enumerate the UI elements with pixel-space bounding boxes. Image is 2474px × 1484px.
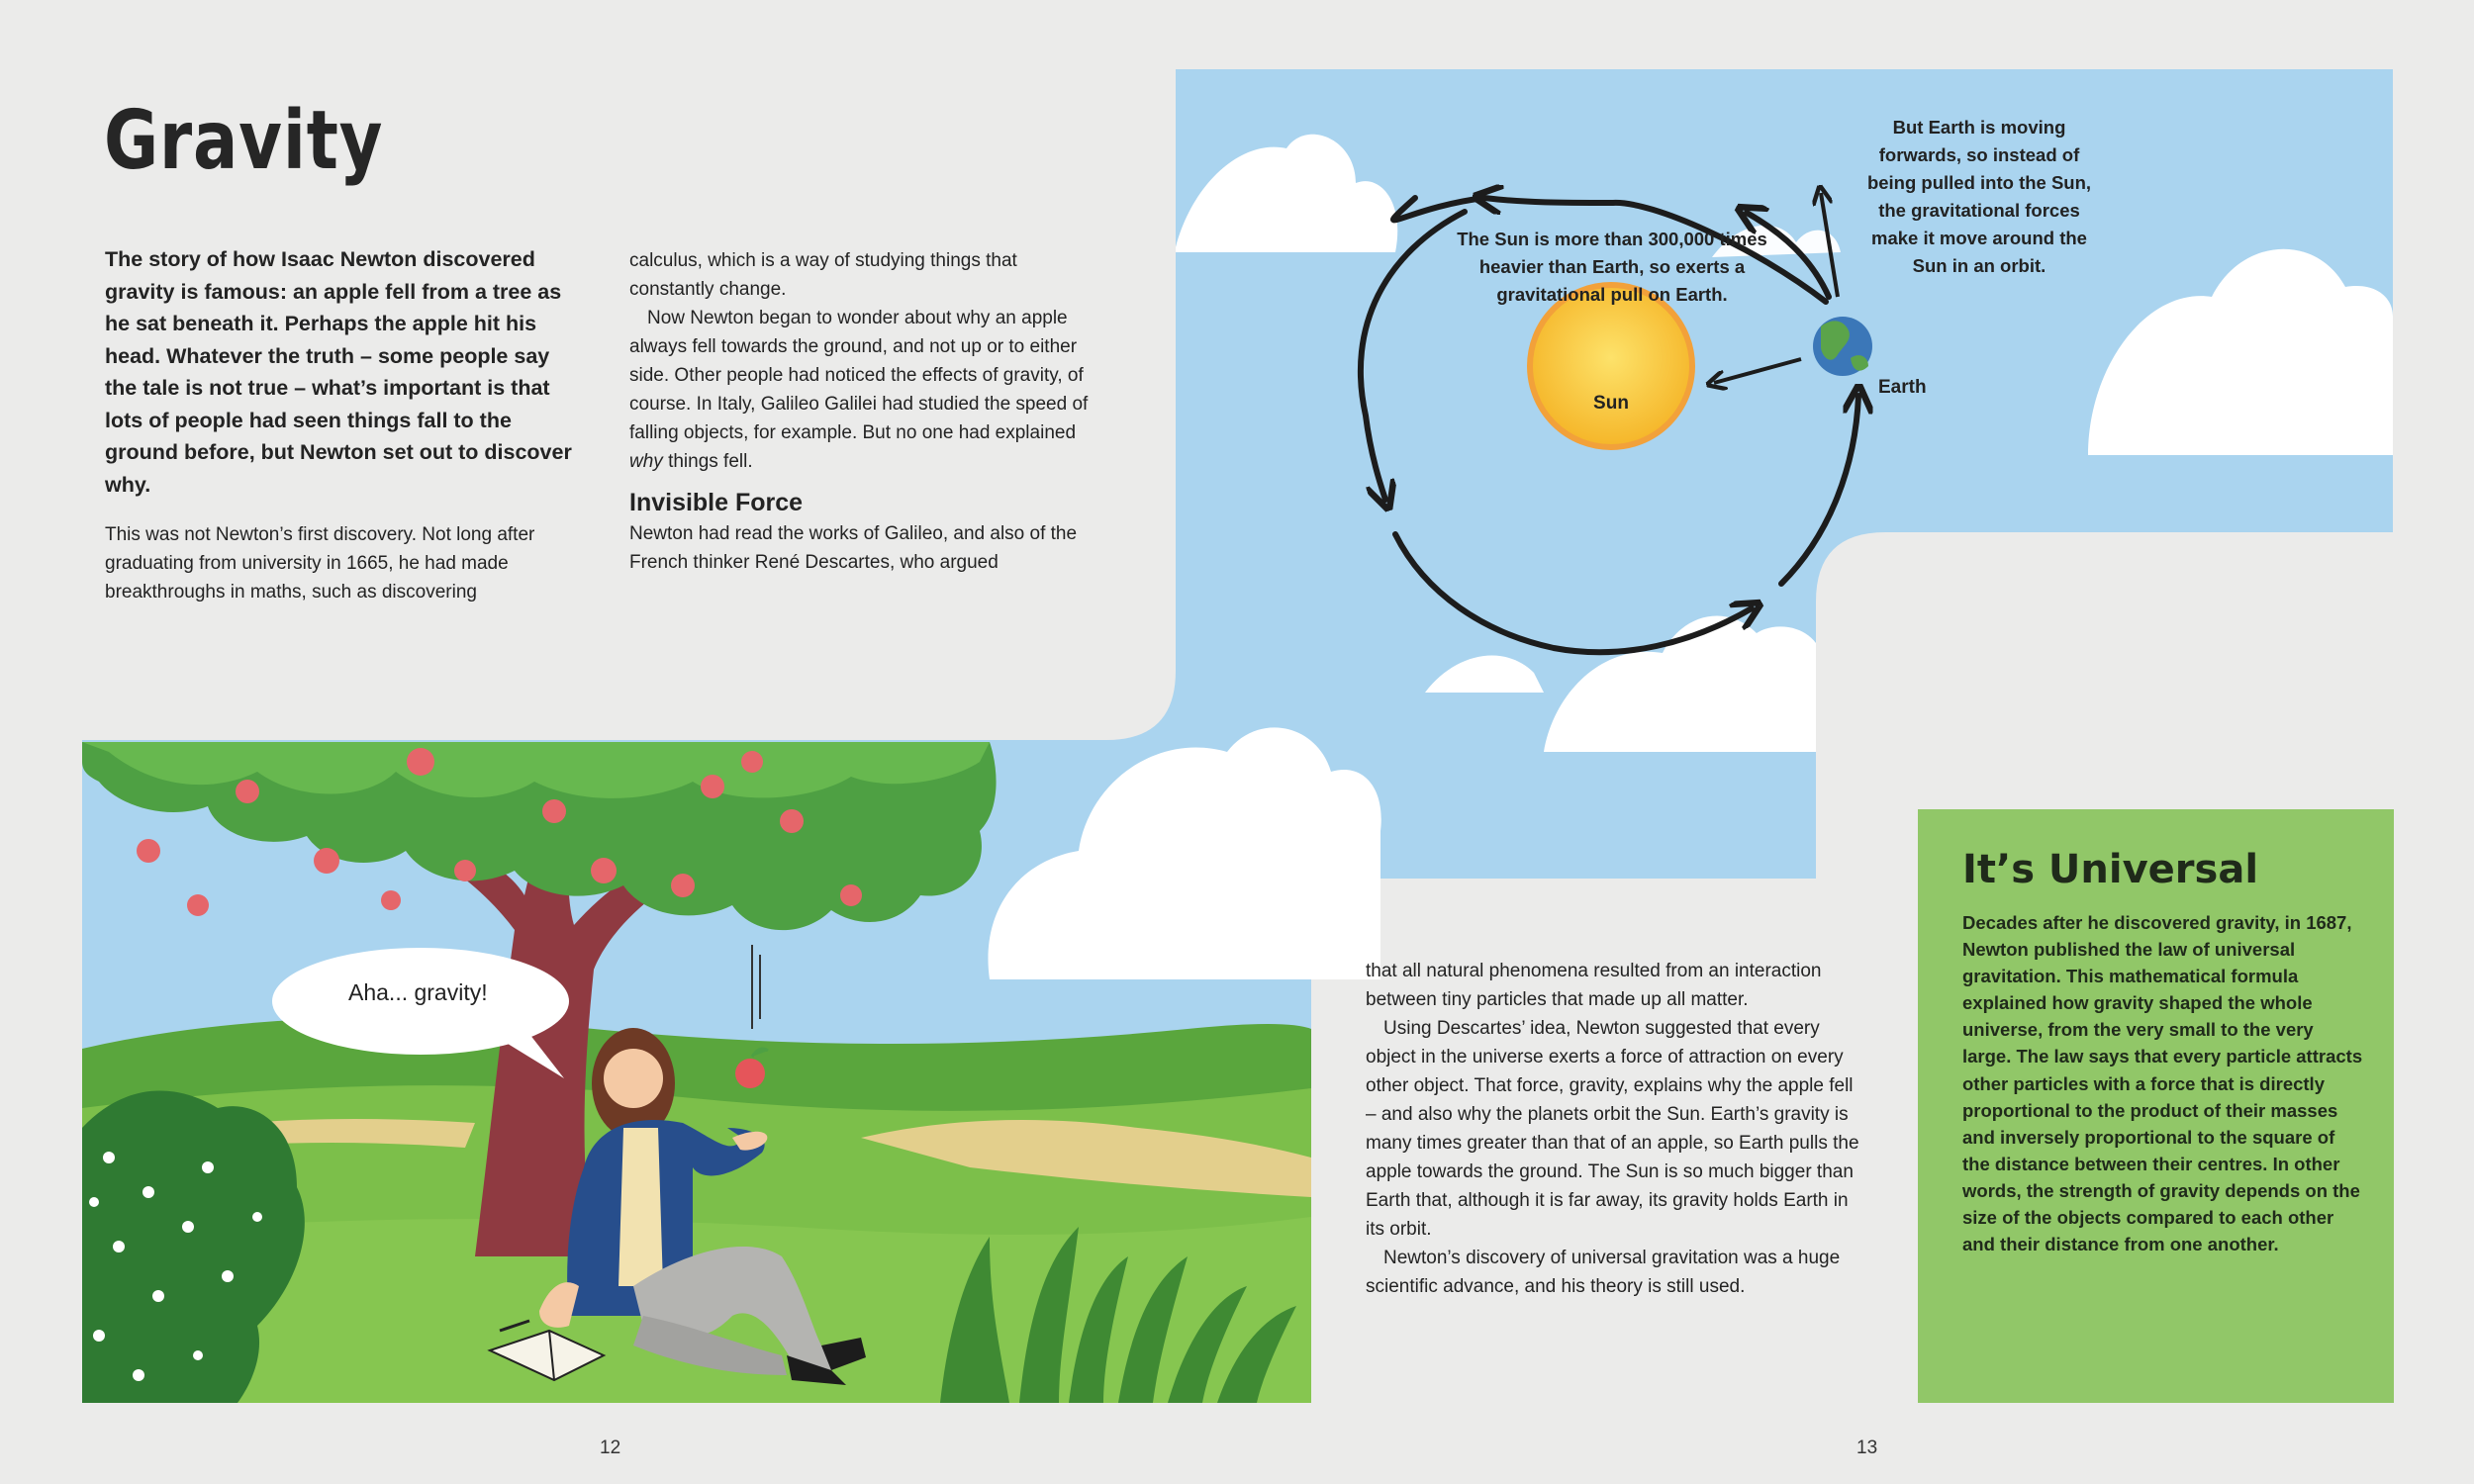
intro-paragraph: The story of how Isaac Newton discovered gravity is famous: an apple fell from a tree as he sat beneath it. Perhaps the apple hit his head. Whatever the truth – some people say the tale is not true – what’s important is that lots of people had seen things fall to the ground before, but Newton set out to discover why. — [105, 247, 572, 497]
first-discovery-paragraph: This was not Newton’s first discovery. Not long after graduating from university in 1665, he had made breakthroughs in maths, such as discovering — [105, 524, 535, 603]
its-universal-box — [1918, 809, 2394, 1403]
descartes-idea-paragraph: Using Descartes’ idea, Newton suggested that every object in the universe exerts a force of attraction on every other object. That force, gravity, explains why the apple fell – and also why the planets orbit the Sun. Earth’s gravity is many times greater than that of an apple, so Earth pulls the apple towards the ground. The Sun is so much bigger than Earth that, although it is far away, its gravity holds Earth in its orbit. — [1366, 1018, 1859, 1240]
page-number-left: 12 — [600, 1438, 621, 1458]
invisible-force-paragraph: Newton had read the works of Galileo, and also of the French thinker René Descartes, who argued — [629, 523, 1078, 573]
wonder-text: Now Newton began to wonder about why an apple always fell towards the ground, and not up or to either side. Other people had noticed the effects of gravity, of course. In Italy, Galileo Galilei had studied the speed of falling objects, for example. But no one had explained — [629, 308, 1089, 443]
universal-gravitation-paragraph: Newton’s discovery of universal gravitation was a huge scientific advance, and his theory is still used. — [1366, 1248, 1841, 1297]
its-universal-text: Decades after he discovered gravity, in 1687, Newton published the law of universal gravitation. This mathematical formula explained how gravity shaped the whole universe, from the very small to the very large. The law says that every particle attracts other particles with a force that is directly proportional to the product of their masses and inversely proportional to the square of the distance between their centres. In other words, the strength of gravity depends on the size of the objects compared to each other and their distance from one another. — [1962, 912, 2363, 1255]
calculus-paragraph: calculus, which is a way of studying things that constantly change. — [629, 250, 1017, 300]
why-emphasis: why — [629, 451, 663, 472]
earth-caption: But Earth is moving forwards, so instead of being pulled into the Sun, the gravitational forces make it move around the Sun in an orbit. — [1866, 117, 2092, 276]
earth-label: Earth — [1878, 377, 1927, 398]
middle-column — [629, 246, 1094, 577]
page-title: Gravity — [104, 94, 384, 188]
wonder-text-end: things fell. — [662, 451, 753, 472]
invisible-force-heading: Invisible Force — [629, 489, 804, 516]
sun-caption: The Sun is more than 300,000 times heavier than Earth, so exerts a gravitational pull on Earth. — [1457, 229, 1767, 305]
its-universal-title: It’s Universal — [1962, 847, 2259, 892]
sun-label: Sun — [1593, 393, 1629, 414]
right-column — [1366, 957, 1860, 1301]
speech-bubble-text: Aha... gravity! — [348, 979, 488, 1005]
left-column — [105, 243, 578, 606]
earth-shape — [1813, 317, 1872, 376]
sun-shape — [1530, 285, 1692, 447]
newton-wonder-paragraph — [629, 304, 1094, 476]
descartes-continued-paragraph: that all natural phenomena resulted from an interaction between tiny particles that made up all matter. — [1366, 961, 1822, 1010]
page-number-right: 13 — [1856, 1438, 1878, 1458]
